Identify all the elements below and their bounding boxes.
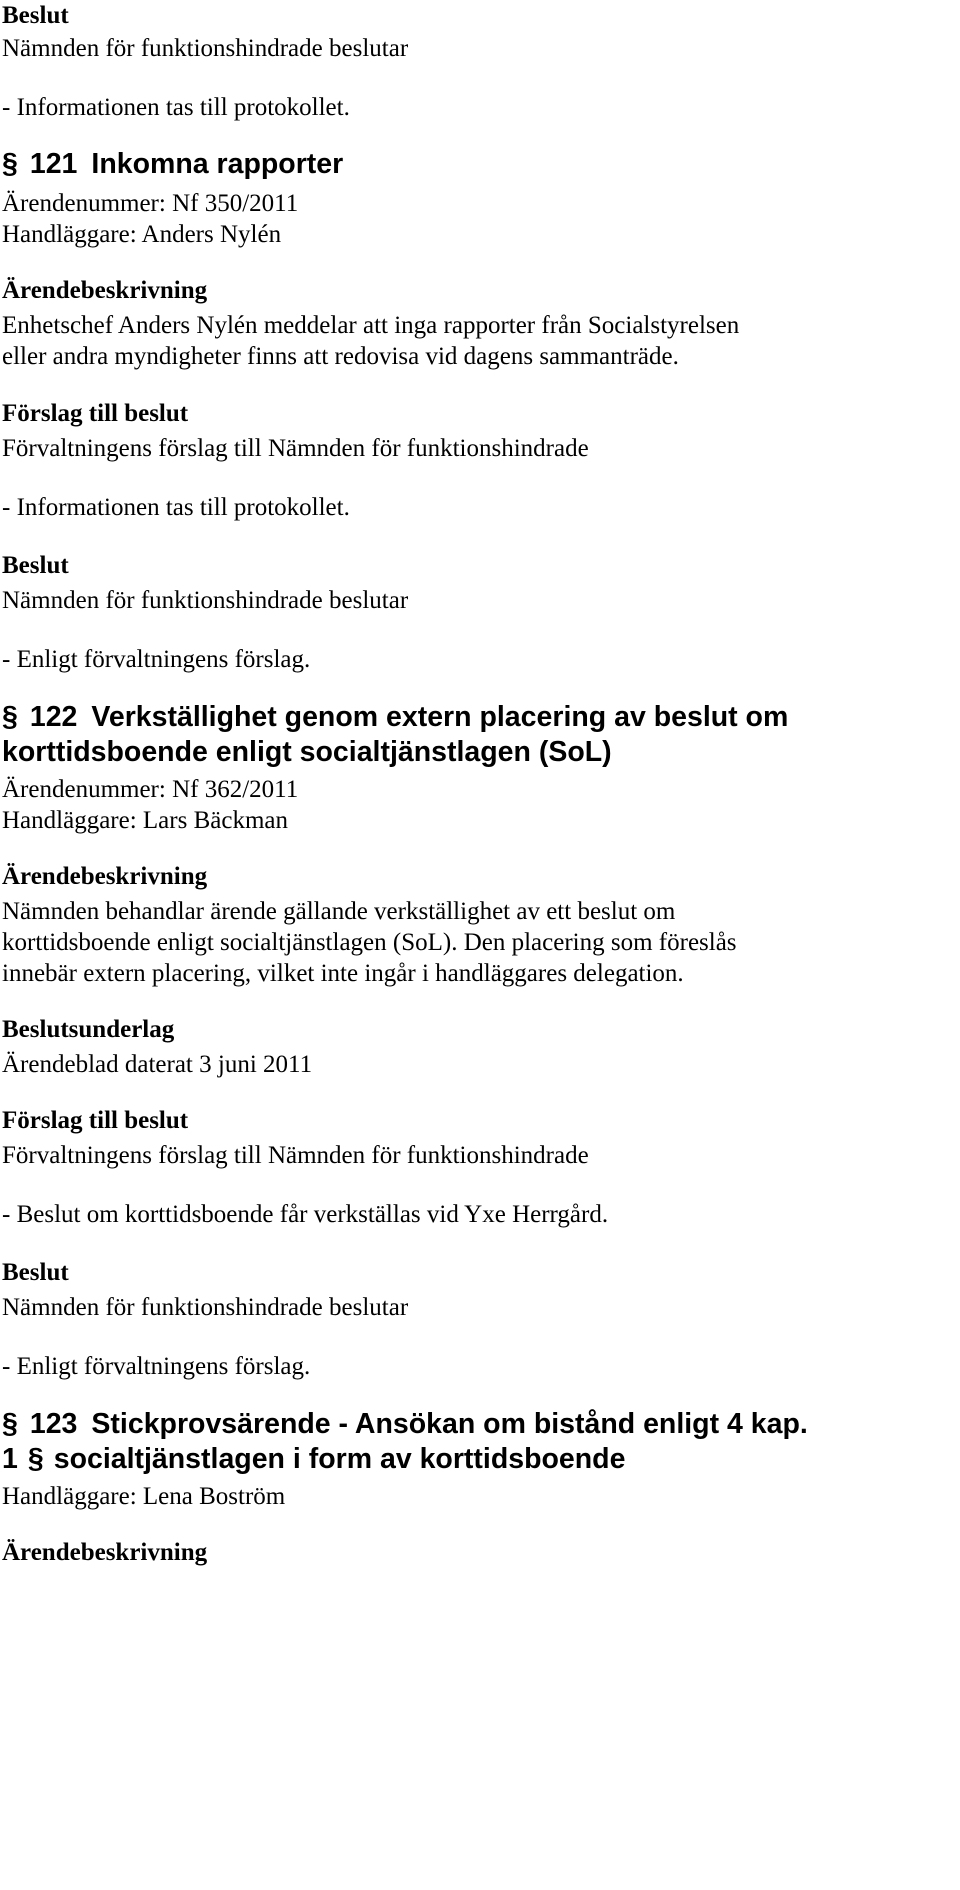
- section-sign: §: [27, 1443, 44, 1475]
- section-title: Verkställighet genom extern placering av beslut om: [91, 701, 789, 733]
- decision-text: - Informationen tas till protokollet.: [2, 94, 350, 121]
- proposal-text: - Beslut om korttidsboende får verkställas vid Yxe Herrgård.: [2, 1201, 609, 1228]
- section-title: Stickprovsärende - Ansökan om bistånd enligt 4 kap.: [91, 1408, 808, 1440]
- description-line: innebär extern placering, vilket inte ingår i handläggares delegation.: [2, 960, 684, 987]
- handlaggare-text: Handläggare: Lena Boström: [2, 1483, 286, 1510]
- section-sign: §: [2, 701, 18, 733]
- proposal-text: - Informationen tas till protokollet.: [2, 494, 350, 521]
- section-121-heading: [2, 147, 343, 181]
- namnd-beslutar-text: Nämnden för funktionshindrade beslutar: [2, 1294, 409, 1321]
- section-123-heading: [2, 1407, 808, 1441]
- section-title: Inkomna rapporter: [91, 148, 344, 180]
- section-122-heading: [2, 700, 788, 734]
- beslut-heading: Beslut: [2, 2, 69, 29]
- namnd-beslutar-text: Nämnden för funktionshindrade beslutar: [2, 35, 409, 62]
- section-123-heading-cont: [2, 1442, 625, 1476]
- forvaltningens-forslag-text: Förvaltningens förslag till Nämnden för funktionshindrade: [2, 1142, 589, 1169]
- namnd-beslutar-text: Nämnden för funktionshindrade beslutar: [2, 587, 409, 614]
- section-number: 121: [29, 148, 78, 180]
- beslutsunderlag-text: Ärendeblad daterat 3 juni 2011: [2, 1051, 313, 1078]
- handlaggare-text: Handläggare: Lars Bäckman: [2, 807, 288, 834]
- beslutsunderlag-heading: Beslutsunderlag: [2, 1016, 175, 1043]
- title-prefix: 1: [2, 1443, 18, 1475]
- arendebeskrivning-heading: Ärendebeskrivning: [2, 1539, 208, 1566]
- arendebeskrivning-heading: Ärendebeskrivning: [2, 863, 208, 890]
- description-line: Enhetschef Anders Nylén meddelar att inga rapporter från Socialstyrelsen: [2, 312, 740, 339]
- arendebeskrivning-heading: Ärendebeskrivning: [2, 277, 208, 304]
- beslut-heading: Beslut: [2, 552, 69, 579]
- forslag-heading: Förslag till beslut: [2, 1107, 189, 1134]
- arendenummer-text: Ärendenummer: Nf 362/2011: [2, 776, 299, 803]
- description-line: Nämnden behandlar ärende gällande verkställighet av ett beslut om: [2, 898, 676, 925]
- description-line: korttidsboende enligt socialtjänstlagen (SoL). Den placering som föreslås: [2, 929, 737, 956]
- arendenummer-text: Ärendenummer: Nf 350/2011: [2, 190, 299, 217]
- decision-text: - Enligt förvaltningens förslag.: [2, 646, 311, 673]
- section-title-cont: socialtjänstlagen i form av korttidsboende: [53, 1443, 626, 1475]
- forslag-heading: Förslag till beslut: [2, 400, 189, 427]
- section-sign: §: [2, 148, 18, 180]
- decision-text: - Enligt förvaltningens förslag.: [2, 1353, 311, 1380]
- description-line: eller andra myndigheter finns att redovisa vid dagens sammanträde.: [2, 343, 679, 370]
- section-sign: §: [2, 1408, 18, 1440]
- section-number: 123: [29, 1408, 78, 1440]
- handlaggare-text: Handläggare: Anders Nylén: [2, 221, 282, 248]
- section-number: 122: [29, 701, 78, 733]
- beslut-heading: Beslut: [2, 1259, 69, 1286]
- forvaltningens-forslag-text: Förvaltningens förslag till Nämnden för funktionshindrade: [2, 435, 589, 462]
- section-122-heading-cont: korttidsboende enligt socialtjänstlagen (SoL): [2, 736, 612, 768]
